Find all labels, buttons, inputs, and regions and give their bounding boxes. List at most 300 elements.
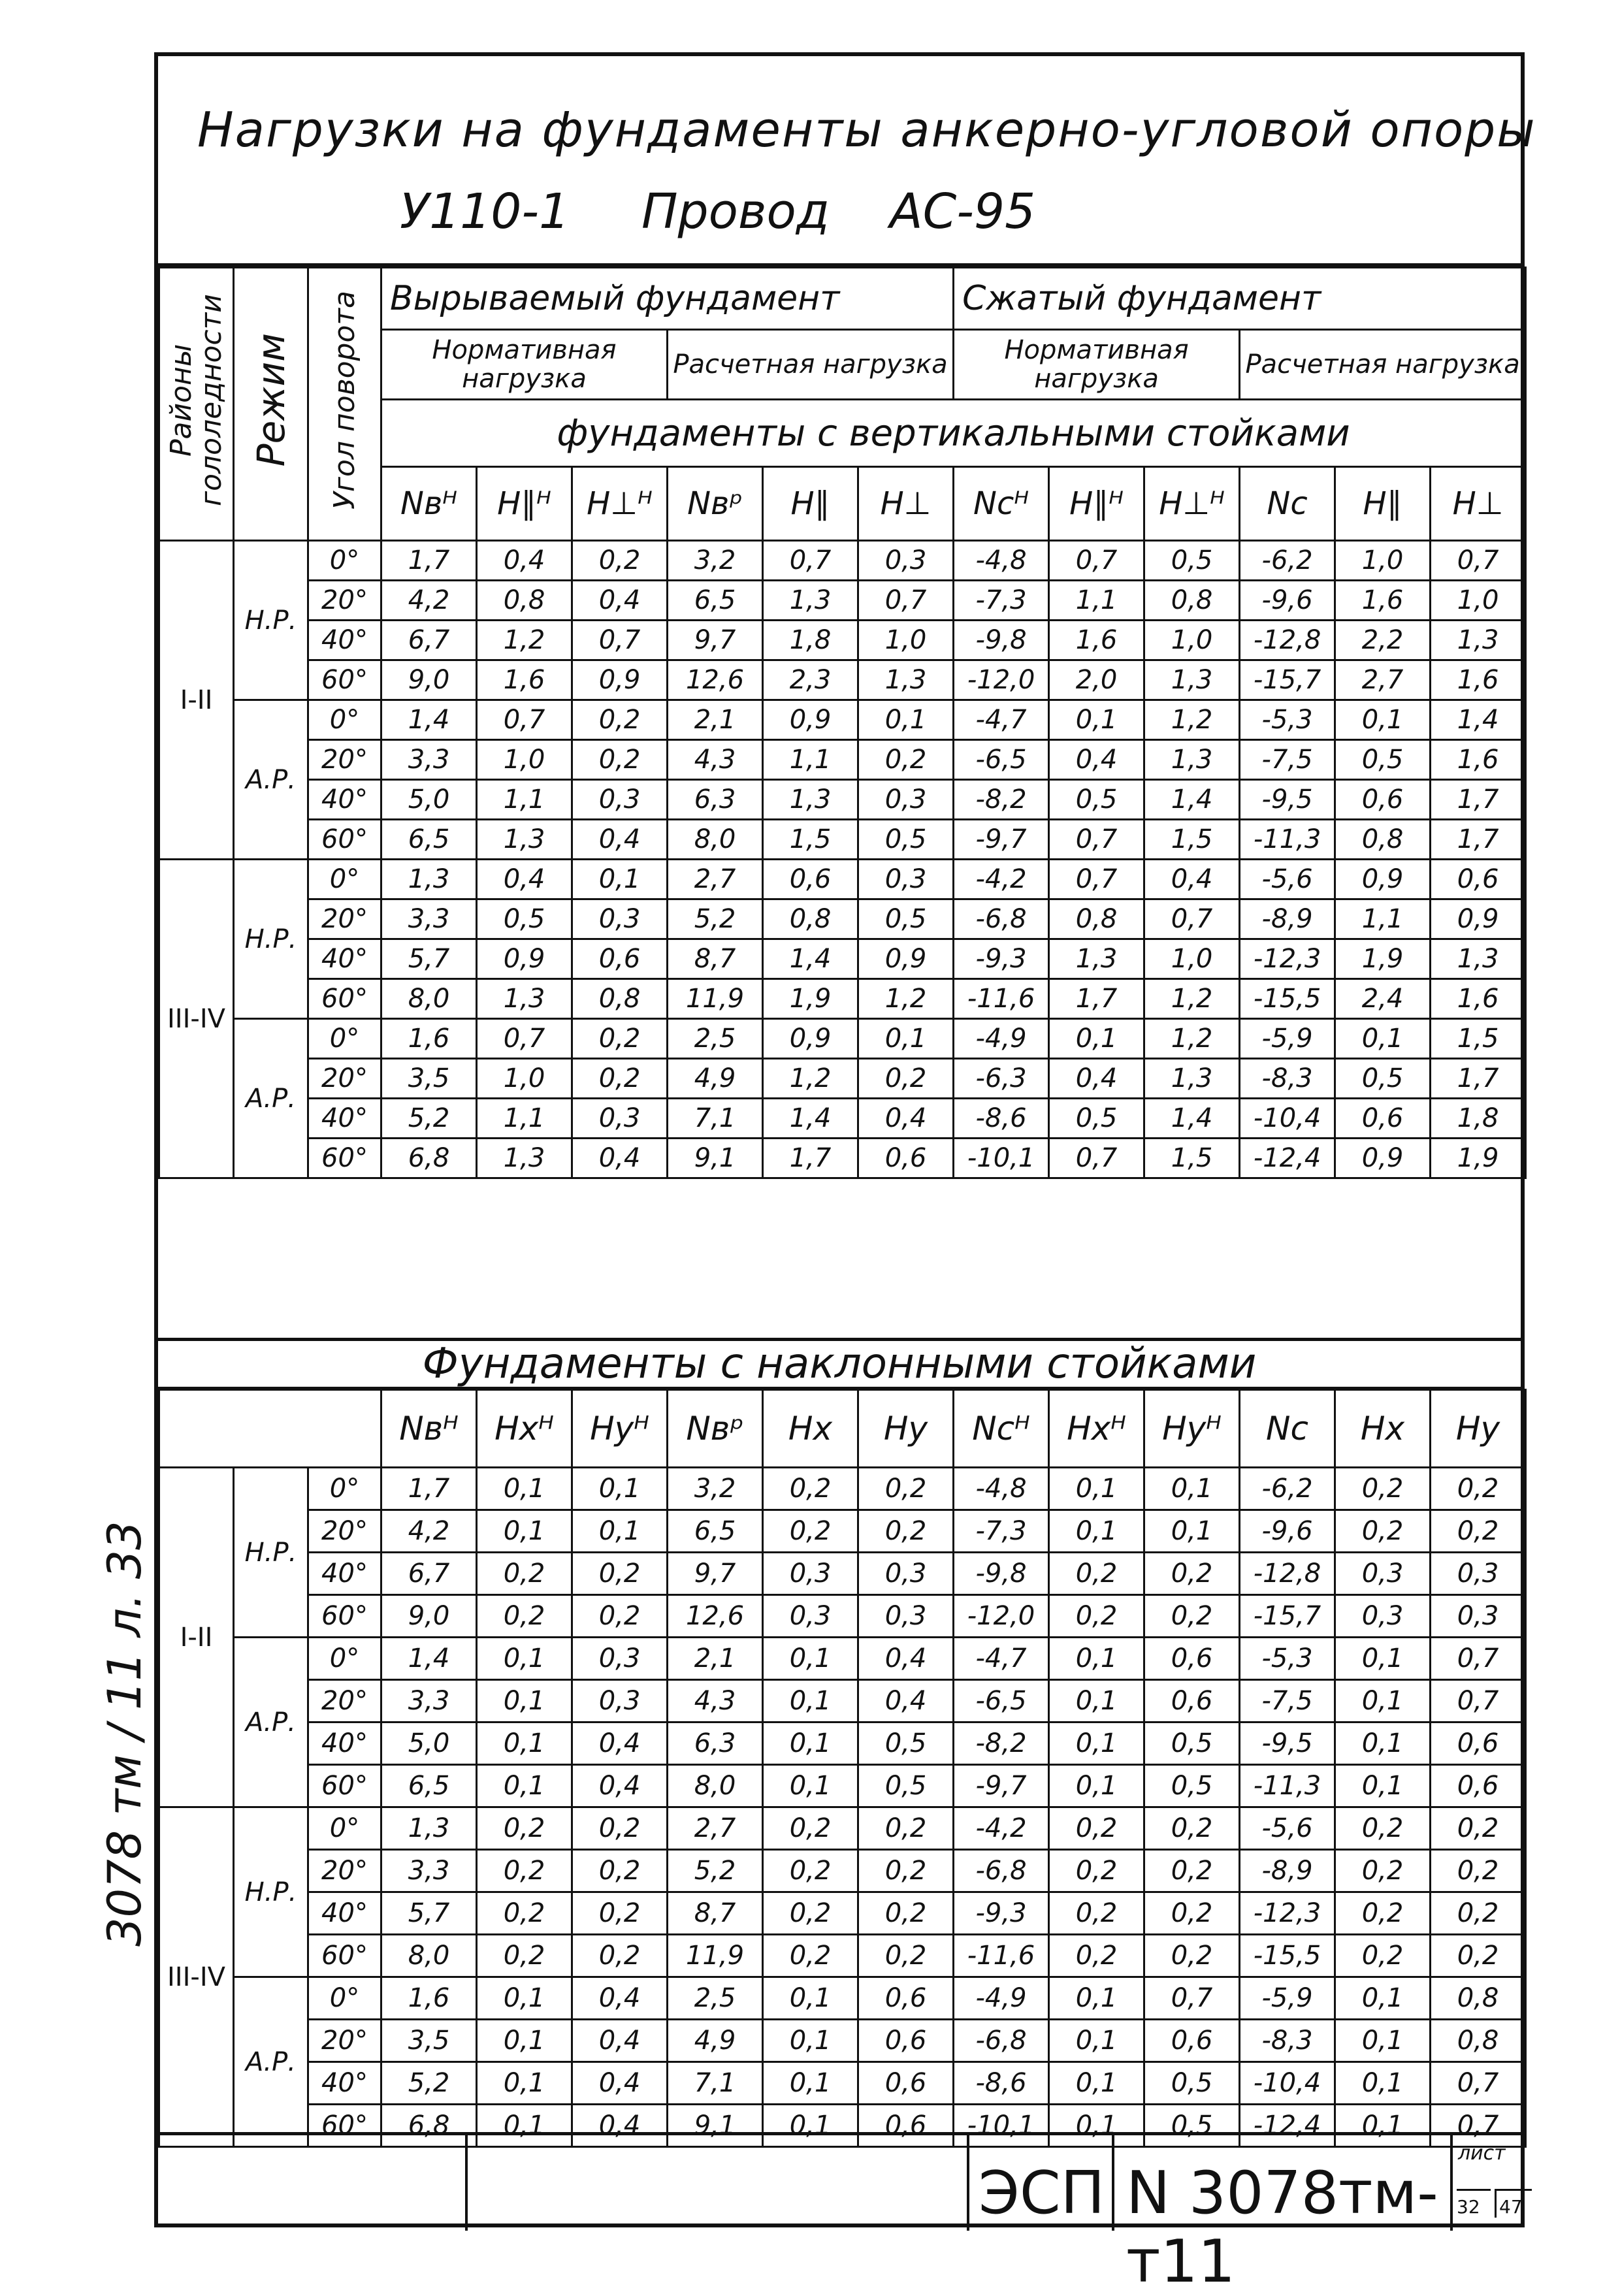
- value-cell: 0,2: [1431, 1468, 1526, 1510]
- value-cell: 1,2: [1144, 700, 1240, 740]
- value-cell: 0,3: [858, 1595, 954, 1638]
- table-row: [159, 2062, 1526, 2105]
- value-cell: -4,7: [954, 700, 1049, 740]
- value-cell: -9,3: [954, 1892, 1049, 1935]
- value-cell: 0,1: [1049, 1977, 1144, 2020]
- value-cell: 9,7: [668, 621, 763, 660]
- value-cell: 0,4: [572, 820, 668, 860]
- value-cell: 0,1: [1049, 1638, 1144, 1680]
- value-cell: 0,8: [1431, 1977, 1526, 2020]
- value-cell: 0,7: [858, 581, 954, 621]
- value-cell: 0,8: [1335, 820, 1431, 860]
- value-cell: 0,1: [1049, 1510, 1144, 1553]
- value-cell: 0,2: [1335, 1850, 1431, 1892]
- value-cell: 5,0: [381, 780, 477, 820]
- value-cell: 1,9: [763, 979, 858, 1019]
- value-cell: 0,8: [572, 979, 668, 1019]
- value-cell: 0,1: [1335, 2020, 1431, 2062]
- value-cell: 3,2: [668, 541, 763, 581]
- value-cell: -7,5: [1240, 740, 1335, 780]
- value-cell: 0,2: [572, 1850, 668, 1892]
- value-cell: 0,4: [477, 860, 572, 899]
- column-header: Nc: [1240, 1390, 1335, 1468]
- value-cell: 0,6: [572, 939, 668, 979]
- value-cell: 0,2: [572, 1595, 668, 1638]
- value-cell: 0,2: [572, 740, 668, 780]
- value-cell: -8,2: [954, 780, 1049, 820]
- value-cell: 0,1: [1144, 1468, 1240, 1510]
- value-cell: -9,8: [954, 621, 1049, 660]
- region-header-cell: [159, 268, 234, 541]
- value-cell: 5,7: [381, 1892, 477, 1935]
- value-cell: 1,8: [763, 621, 858, 660]
- value-cell: 1,0: [477, 1059, 572, 1099]
- value-cell: 7,1: [668, 1099, 763, 1139]
- mode-header-cell: [234, 268, 308, 541]
- column-header: Hyᴴ: [572, 1390, 668, 1468]
- column-header: H∥ᴴ: [1049, 467, 1144, 541]
- mode-cell: Н.Р.: [234, 860, 308, 1019]
- document-code-box: [967, 2135, 1529, 2296]
- column-header: Nвᵖ: [668, 1390, 763, 1468]
- value-cell: 0,4: [858, 1099, 954, 1139]
- value-cell: 0,6: [858, 2062, 954, 2105]
- table-row: [159, 1765, 1526, 1807]
- value-cell: 0,4: [572, 2020, 668, 2062]
- value-cell: 1,0: [477, 740, 572, 780]
- value-cell: 0,1: [1335, 1977, 1431, 2020]
- value-cell: 1,3: [1144, 740, 1240, 780]
- angle-cell: 0°: [308, 700, 381, 740]
- value-cell: 0,1: [763, 1680, 858, 1722]
- value-cell: 0,2: [858, 1807, 954, 1850]
- value-cell: -9,6: [1240, 1510, 1335, 1553]
- value-cell: 0,1: [858, 1019, 954, 1059]
- value-cell: 12,6: [668, 1595, 763, 1638]
- value-cell: 2,7: [668, 860, 763, 899]
- angle-cell: 40°: [308, 1722, 381, 1765]
- angle-cell: 60°: [308, 1139, 381, 1178]
- column-header: Nc: [1240, 467, 1335, 541]
- angle-cell: 0°: [308, 1468, 381, 1510]
- value-cell: 1,1: [763, 740, 858, 780]
- value-cell: 5,7: [381, 939, 477, 979]
- value-cell: 5,2: [381, 1099, 477, 1139]
- value-cell: -10,1: [954, 2105, 1049, 2147]
- value-cell: -12,4: [1240, 1139, 1335, 1178]
- value-cell: 0,1: [477, 1680, 572, 1722]
- angle-cell: 20°: [308, 581, 381, 621]
- value-cell: 0,5: [1144, 2105, 1240, 2147]
- value-cell: 0,1: [1335, 1765, 1431, 1807]
- value-cell: 0,6: [1431, 1765, 1526, 1807]
- value-cell: 0,2: [477, 1935, 572, 1977]
- value-cell: 1,2: [858, 979, 954, 1019]
- value-cell: 2,2: [1335, 621, 1431, 660]
- value-cell: 1,3: [381, 860, 477, 899]
- value-cell: 1,7: [381, 541, 477, 581]
- value-cell: 0,3: [572, 1680, 668, 1722]
- value-cell: 0,1: [858, 700, 954, 740]
- mode-cell: А.Р.: [234, 700, 308, 860]
- value-cell: 0,2: [572, 541, 668, 581]
- angle-cell: 20°: [308, 2020, 381, 2062]
- value-cell: 0,2: [858, 1935, 954, 1977]
- value-cell: 2,0: [1049, 660, 1144, 700]
- column-header: Hxᴴ: [1049, 1390, 1144, 1468]
- tower-type: У110-1: [400, 184, 570, 240]
- mode-header: Режим: [248, 332, 293, 467]
- value-cell: 3,3: [381, 899, 477, 939]
- angle-cell: 60°: [308, 2105, 381, 2147]
- value-cell: 0,3: [763, 1595, 858, 1638]
- value-cell: 0,8: [1144, 581, 1240, 621]
- value-cell: 1,5: [763, 820, 858, 860]
- value-cell: 9,0: [381, 1595, 477, 1638]
- value-cell: 6,8: [381, 1139, 477, 1178]
- value-cell: 0,3: [858, 541, 954, 581]
- table-row: [159, 660, 1526, 700]
- value-cell: -4,8: [954, 1468, 1049, 1510]
- value-cell: 8,0: [668, 820, 763, 860]
- value-cell: 0,2: [1335, 1510, 1431, 1553]
- value-cell: -5,6: [1240, 860, 1335, 899]
- value-cell: 0,1: [763, 1638, 858, 1680]
- value-cell: -9,5: [1240, 780, 1335, 820]
- value-cell: 2,3: [763, 660, 858, 700]
- inclined-posts-table: [158, 1389, 1527, 2148]
- value-cell: 1,7: [381, 1468, 477, 1510]
- value-cell: 0,3: [1431, 1595, 1526, 1638]
- value-cell: 0,2: [763, 1807, 858, 1850]
- value-cell: 0,7: [1431, 1680, 1526, 1722]
- table-row: [159, 899, 1526, 939]
- value-cell: 1,7: [763, 1139, 858, 1178]
- value-cell: 0,7: [1431, 541, 1526, 581]
- value-cell: 0,2: [1335, 1468, 1431, 1510]
- angle-cell: 40°: [308, 939, 381, 979]
- value-cell: 0,2: [1335, 1892, 1431, 1935]
- column-header: Nвᵖ: [668, 467, 763, 541]
- value-cell: 0,2: [1335, 1807, 1431, 1850]
- column-header: Hxᴴ: [477, 1390, 572, 1468]
- value-cell: 0,2: [858, 1059, 954, 1099]
- value-cell: 0,1: [1049, 2062, 1144, 2105]
- angle-cell: 60°: [308, 1765, 381, 1807]
- table-row: [159, 1553, 1526, 1595]
- angle-cell: 60°: [308, 660, 381, 700]
- value-cell: 0,2: [1049, 1553, 1144, 1595]
- value-cell: 6,7: [381, 1553, 477, 1595]
- value-cell: 0,1: [1049, 1680, 1144, 1722]
- angle-cell: 60°: [308, 1935, 381, 1977]
- value-cell: 1,7: [1431, 1059, 1526, 1099]
- value-cell: 0,8: [1049, 899, 1144, 939]
- value-cell: 0,6: [1431, 860, 1526, 899]
- value-cell: 0,5: [1335, 1059, 1431, 1099]
- value-cell: 1,2: [763, 1059, 858, 1099]
- value-cell: 0,2: [858, 1850, 954, 1892]
- value-cell: 0,5: [858, 820, 954, 860]
- value-cell: 0,1: [572, 1468, 668, 1510]
- angle-cell: 40°: [308, 2062, 381, 2105]
- value-cell: 0,3: [1335, 1553, 1431, 1595]
- angle-cell: 40°: [308, 1892, 381, 1935]
- value-cell: 1,2: [1144, 1019, 1240, 1059]
- column-header: H⊥ᴴ: [572, 467, 668, 541]
- angle-cell: 0°: [308, 541, 381, 581]
- value-cell: 0,1: [763, 2020, 858, 2062]
- value-cell: 0,9: [763, 700, 858, 740]
- value-cell: 0,7: [1049, 541, 1144, 581]
- value-cell: 0,3: [858, 860, 954, 899]
- value-cell: 0,4: [1049, 1059, 1144, 1099]
- value-cell: 0,8: [477, 581, 572, 621]
- pulled-design-header: Расчетная нагрузка: [668, 330, 954, 400]
- value-cell: 0,6: [1144, 2020, 1240, 2062]
- value-cell: 2,7: [1335, 660, 1431, 700]
- value-cell: -8,9: [1240, 899, 1335, 939]
- angle-cell: 20°: [308, 899, 381, 939]
- value-cell: 0,2: [477, 1595, 572, 1638]
- value-cell: 2,1: [668, 700, 763, 740]
- angle-cell: 60°: [308, 1595, 381, 1638]
- value-cell: 1,1: [477, 1099, 572, 1139]
- value-cell: 1,4: [1144, 1099, 1240, 1139]
- value-cell: -9,7: [954, 820, 1049, 860]
- compressed-normative-header: Нормативная нагрузка: [954, 330, 1240, 400]
- angle-cell: 0°: [308, 1019, 381, 1059]
- value-cell: 0,1: [572, 860, 668, 899]
- value-cell: 1,7: [1049, 979, 1144, 1019]
- table-row: [159, 1139, 1526, 1178]
- value-cell: -7,3: [954, 1510, 1049, 1553]
- value-cell: 0,2: [572, 1892, 668, 1935]
- value-cell: -12,8: [1240, 621, 1335, 660]
- value-cell: 0,2: [763, 1850, 858, 1892]
- value-cell: 3,5: [381, 1059, 477, 1099]
- value-cell: 0,4: [572, 1139, 668, 1178]
- value-cell: -9,3: [954, 939, 1049, 979]
- column-header: Ncᴴ: [954, 467, 1049, 541]
- value-cell: 6,5: [381, 820, 477, 860]
- angle-cell: 40°: [308, 621, 381, 660]
- column-header: H⊥ᴴ: [1144, 467, 1240, 541]
- value-cell: 4,3: [668, 740, 763, 780]
- value-cell: -6,2: [1240, 541, 1335, 581]
- table-row: [159, 1099, 1526, 1139]
- value-cell: 0,1: [572, 1510, 668, 1553]
- value-cell: -5,6: [1240, 1807, 1335, 1850]
- angle-header: Угол поворота: [327, 290, 361, 509]
- value-cell: -10,4: [1240, 1099, 1335, 1139]
- value-cell: 0,2: [858, 1892, 954, 1935]
- document-title: Нагрузки на фундаменты анкерно-угловой опоры: [197, 102, 1536, 158]
- value-cell: -4,2: [954, 1807, 1049, 1850]
- value-cell: 0,7: [1049, 860, 1144, 899]
- column-header: H⊥: [858, 467, 954, 541]
- value-cell: 0,1: [1049, 700, 1144, 740]
- value-cell: -6,2: [1240, 1468, 1335, 1510]
- value-cell: 0,1: [1049, 1019, 1144, 1059]
- angle-cell: 40°: [308, 780, 381, 820]
- value-cell: 0,2: [572, 1553, 668, 1595]
- column-header: H∥ᴴ: [477, 467, 572, 541]
- value-cell: 0,7: [763, 541, 858, 581]
- table-row: [159, 1059, 1526, 1099]
- value-cell: 0,7: [1144, 1977, 1240, 2020]
- value-cell: -5,3: [1240, 700, 1335, 740]
- value-cell: 0,7: [1049, 1139, 1144, 1178]
- inclined-section-title: Фундаменты с наклонными стойками: [158, 1338, 1521, 1389]
- vertical-posts-table: [158, 267, 1527, 1179]
- angle-header-cell: [308, 268, 381, 541]
- value-cell: -10,4: [1240, 2062, 1335, 2105]
- value-cell: 0,1: [763, 1722, 858, 1765]
- value-cell: 0,5: [858, 1722, 954, 1765]
- value-cell: 0,6: [858, 2105, 954, 2147]
- value-cell: 0,6: [1335, 1099, 1431, 1139]
- value-cell: 0,5: [477, 899, 572, 939]
- value-cell: 0,2: [1049, 1935, 1144, 1977]
- column-header: H∥: [763, 467, 858, 541]
- sheet-number-box: [1450, 2135, 1529, 2231]
- value-cell: 8,0: [668, 1765, 763, 1807]
- column-header: Hy: [858, 1390, 954, 1468]
- value-cell: 0,2: [1431, 1850, 1526, 1892]
- value-cell: 1,6: [381, 1977, 477, 2020]
- value-cell: 0,1: [1335, 2105, 1431, 2147]
- value-cell: 0,3: [1431, 1553, 1526, 1595]
- value-cell: 0,1: [1144, 1510, 1240, 1553]
- value-cell: 0,1: [477, 2062, 572, 2105]
- value-cell: 6,3: [668, 780, 763, 820]
- mode-cell: А.Р.: [234, 1638, 308, 1807]
- value-cell: 1,3: [1049, 939, 1144, 979]
- mode-cell: Н.Р.: [234, 1468, 308, 1638]
- value-cell: 0,3: [858, 1553, 954, 1595]
- pulled-normative-header: Нормативная нагрузка: [381, 330, 668, 400]
- value-cell: 0,1: [1335, 1638, 1431, 1680]
- value-cell: 0,2: [763, 1935, 858, 1977]
- value-cell: 6,5: [668, 1510, 763, 1553]
- column-header: Nвᴴ: [381, 1390, 477, 1468]
- column-header: Ncᴴ: [954, 1390, 1049, 1468]
- value-cell: 0,2: [477, 1807, 572, 1850]
- value-cell: 0,2: [1144, 1553, 1240, 1595]
- value-cell: 0,4: [572, 1977, 668, 2020]
- value-cell: 3,2: [668, 1468, 763, 1510]
- code-divider: [1112, 2135, 1114, 2231]
- value-cell: 6,7: [381, 621, 477, 660]
- value-cell: 0,5: [1144, 541, 1240, 581]
- value-cell: 4,2: [381, 581, 477, 621]
- value-cell: 0,4: [572, 1765, 668, 1807]
- value-cell: 0,2: [858, 1468, 954, 1510]
- table-row: [159, 820, 1526, 860]
- value-cell: 1,1: [1049, 581, 1144, 621]
- value-cell: 0,1: [477, 1510, 572, 1553]
- value-cell: 0,3: [763, 1553, 858, 1595]
- value-cell: 0,2: [858, 1510, 954, 1553]
- value-cell: 0,9: [477, 939, 572, 979]
- value-cell: 5,2: [668, 899, 763, 939]
- value-cell: 0,7: [477, 700, 572, 740]
- column-header: Hy: [1431, 1390, 1526, 1468]
- value-cell: 1,0: [1144, 939, 1240, 979]
- table-row: [159, 1468, 1526, 1510]
- mode-cell: Н.Р.: [234, 541, 308, 700]
- value-cell: 0,5: [858, 899, 954, 939]
- value-cell: 0,3: [572, 899, 668, 939]
- value-cell: 0,1: [763, 1977, 858, 2020]
- value-cell: 0,3: [572, 780, 668, 820]
- table-row: [159, 541, 1526, 581]
- angle-cell: 40°: [308, 1099, 381, 1139]
- stamp-cell-empty: [158, 2135, 465, 2231]
- value-cell: 1,3: [1144, 660, 1240, 700]
- angle-cell: 60°: [308, 979, 381, 1019]
- value-cell: -5,3: [1240, 1638, 1335, 1680]
- value-cell: 0,4: [477, 541, 572, 581]
- value-cell: 1,1: [477, 780, 572, 820]
- value-cell: 1,3: [763, 780, 858, 820]
- value-cell: 0,2: [572, 1059, 668, 1099]
- value-cell: -6,8: [954, 1850, 1049, 1892]
- value-cell: -11,6: [954, 979, 1049, 1019]
- value-cell: 1,0: [1335, 541, 1431, 581]
- sheet-number: 32: [1457, 2189, 1491, 2218]
- value-cell: 1,9: [1335, 939, 1431, 979]
- value-cell: 1,5: [1144, 820, 1240, 860]
- value-cell: 1,3: [477, 820, 572, 860]
- value-cell: -11,3: [1240, 1765, 1335, 1807]
- value-cell: 8,7: [668, 939, 763, 979]
- value-cell: 1,3: [1431, 939, 1526, 979]
- value-cell: 1,8: [1431, 1099, 1526, 1139]
- angle-cell: 20°: [308, 740, 381, 780]
- value-cell: 0,2: [763, 1468, 858, 1510]
- value-cell: 1,7: [1431, 780, 1526, 820]
- value-cell: 0,9: [1335, 860, 1431, 899]
- value-cell: -12,3: [1240, 939, 1335, 979]
- value-cell: 0,7: [1431, 2105, 1526, 2147]
- table-row: [159, 1595, 1526, 1638]
- value-cell: 2,4: [1335, 979, 1431, 1019]
- table-row: [159, 1638, 1526, 1680]
- value-cell: 1,6: [381, 1019, 477, 1059]
- value-cell: 6,3: [668, 1722, 763, 1765]
- angle-cell: 0°: [308, 860, 381, 899]
- table-row: [159, 700, 1526, 740]
- title-block: [158, 56, 1536, 267]
- value-cell: -15,5: [1240, 979, 1335, 1019]
- value-cell: -4,9: [954, 1019, 1049, 1059]
- value-cell: 1,6: [477, 660, 572, 700]
- table-row: [159, 1680, 1526, 1722]
- value-cell: 1,4: [763, 939, 858, 979]
- mode-cell: А.Р.: [234, 1977, 308, 2147]
- document-number: N 3078тм-т11: [1126, 2159, 1438, 2296]
- value-cell: 1,3: [1144, 1059, 1240, 1099]
- value-cell: 0,2: [858, 740, 954, 780]
- angle-cell: 20°: [308, 1680, 381, 1722]
- value-cell: 4,2: [381, 1510, 477, 1553]
- value-cell: 0,7: [1144, 899, 1240, 939]
- value-cell: 0,1: [1335, 1019, 1431, 1059]
- value-cell: 0,1: [1335, 1680, 1431, 1722]
- value-cell: 1,3: [381, 1807, 477, 1850]
